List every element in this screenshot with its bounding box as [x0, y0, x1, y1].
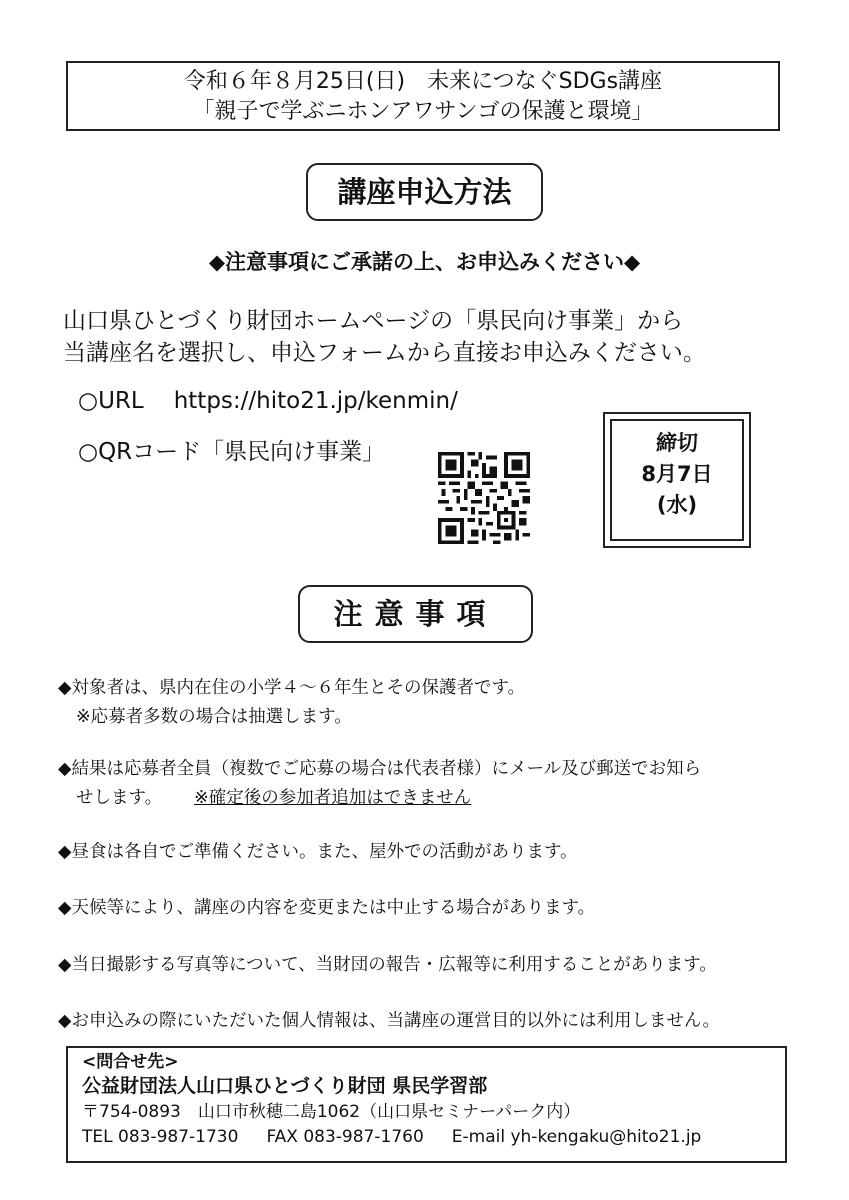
contact-box: [66, 1046, 787, 1163]
note-weather: ◆天候等により、講座の内容を変更または中止する場合があります。: [58, 898, 596, 918]
application-instructions: [63, 305, 706, 369]
deadline-date: 8月7日: [641, 462, 713, 486]
deadline-label: 締切: [656, 431, 698, 455]
note-photos: ◆当日撮影する写真等について、当財団の報告・広報等に利用することがあります。: [58, 955, 717, 975]
notes-title: 注意事項: [298, 585, 533, 643]
contact-organization: 公益財団法人山口県ひとづくり財団 県民学習部: [82, 1075, 488, 1097]
instructions-line-2: 当講座名を選択し、申込フォームから直接お申込みください。: [63, 340, 706, 366]
contact-numbers: [82, 1125, 785, 1150]
note-no-additions: ※確定後の参加者追加はできません: [194, 788, 472, 808]
contact-label: <問合せ先>: [82, 1052, 179, 1072]
event-header-box: [66, 61, 780, 131]
deadline-box: [603, 412, 751, 548]
instructions-line-1: 山口県ひとづくり財団ホームページの「県民向け事業」から: [63, 308, 684, 334]
note-results: [58, 755, 701, 813]
event-date-title: 令和６年８月25日(日) 未来につなぐSDGs講座: [183, 69, 663, 94]
deadline-weekday: (水): [656, 493, 698, 517]
contact-fax: FAX 083-987-1760: [266, 1127, 424, 1147]
event-course-title: 「親子で学ぶニホンアワサンゴの保護と環境」: [192, 99, 654, 124]
note-eligibility: [58, 674, 525, 732]
note-lottery-text: ※応募者多数の場合は抽選します。: [76, 707, 352, 727]
note-results-text: ◆結果は応募者全員（複数でご応募の場合は代表者様）にメール及び郵送でお知ら: [58, 759, 702, 779]
note-lunch: ◆昼食は各自でご準備ください。また、屋外での活動があります。: [58, 842, 578, 862]
note-eligibility-text: ◆対象者は、県内在住の小学４～６年生とその保護者です。: [58, 678, 526, 698]
application-method-title: 講座申込方法: [306, 163, 543, 221]
contact-address: 〒754-0893 山口市秋穂二島1062（山口県セミナーパーク内）: [82, 1102, 581, 1122]
url-link[interactable]: https://hito21.jp/kenmin/: [173, 388, 458, 414]
note-privacy: ◆お申込みの際にいただいた個人情報は、当講座の運営目的以外には利用しません。: [58, 1011, 721, 1031]
url-label: ○URL: [78, 388, 144, 414]
note-results-text-2: せします。: [76, 788, 163, 808]
qr-label: ○QRコード「県民向け事業」: [78, 439, 386, 465]
qr-code-image[interactable]: [438, 452, 530, 544]
deadline-inner-box: [610, 419, 744, 541]
note-results-line-2: [58, 784, 701, 813]
notice-consent-line: ◆注意事項にご承諾の上、お申込みください◆: [208, 250, 641, 274]
contact-tel[interactable]: TEL 083-987-1730: [82, 1127, 239, 1147]
url-row: [78, 388, 458, 414]
contact-email[interactable]: E-mail yh-kengaku@hito21.jp: [451, 1127, 702, 1147]
